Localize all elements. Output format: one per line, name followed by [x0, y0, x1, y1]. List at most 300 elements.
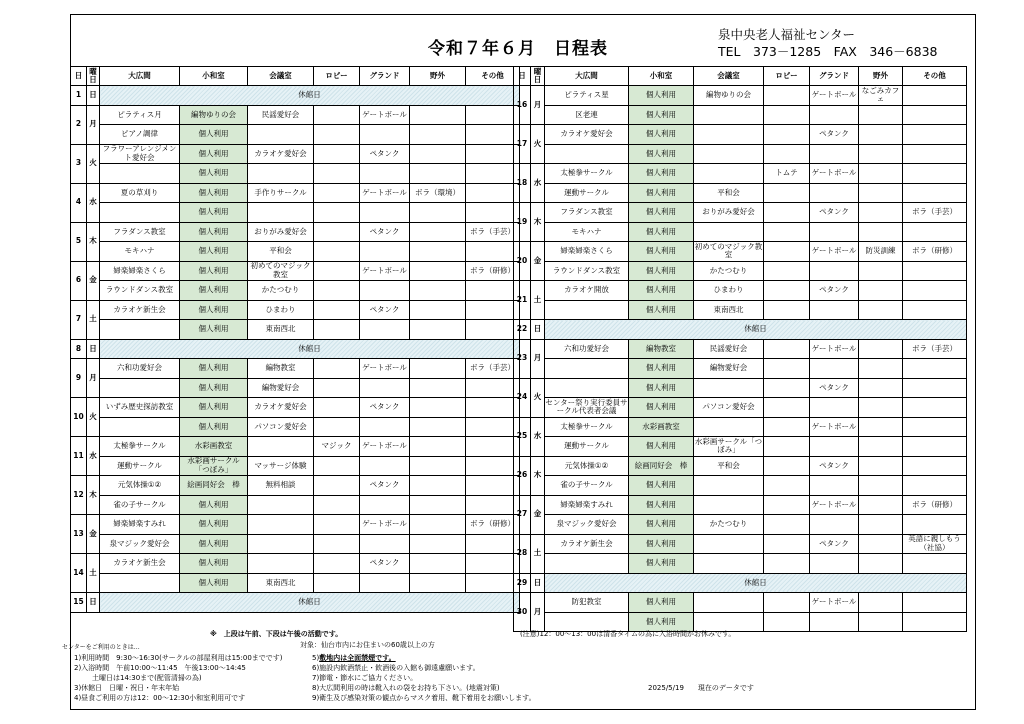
column-header: 日 [71, 67, 87, 86]
column-header: 会議室 [694, 67, 764, 86]
schedule-table-left [70, 66, 520, 613]
day-number: 11 [71, 437, 87, 476]
schedule-cell [248, 437, 314, 457]
weekday: 水 [531, 164, 545, 203]
closed-cell: 休館日 [100, 593, 520, 613]
schedule-cell [810, 612, 859, 632]
schedule-cell [859, 222, 903, 242]
day-number: 26 [514, 456, 531, 495]
schedule-cell [314, 203, 360, 223]
schedule-cell [859, 534, 903, 554]
schedule-cell [859, 476, 903, 496]
weekday: 土 [531, 281, 545, 320]
weekday: 金 [87, 515, 100, 554]
schedule-cell [694, 554, 764, 574]
schedule-cell: ペタンク [360, 222, 410, 242]
schedule-cell [764, 144, 810, 164]
day-row [514, 378, 967, 398]
note-item-5 [312, 654, 396, 663]
column-header: 大広間 [545, 67, 629, 86]
schedule-cell: 個人利用 [180, 359, 248, 379]
schedule-cell [764, 105, 810, 125]
schedule-cell [810, 222, 859, 242]
schedule-cell [903, 515, 967, 535]
schedule-cell: カラオケ愛好会 [248, 398, 314, 418]
schedule-cell [466, 456, 520, 476]
schedule-cell [810, 398, 859, 418]
schedule-cell [360, 125, 410, 145]
schedule-cell: 平和会 [694, 183, 764, 203]
schedule-cell [859, 398, 903, 418]
schedule-cell: 絵画同好会 棒 [629, 456, 694, 476]
day-number: 14 [71, 554, 87, 593]
schedule-cell: ゲートボール [360, 359, 410, 379]
schedule-cell [410, 261, 466, 281]
day-row [71, 164, 520, 184]
schedule-cell [410, 378, 466, 398]
day-number: 4 [71, 183, 87, 222]
schedule-cell: 個人利用 [629, 144, 694, 164]
schedule-cell [314, 476, 360, 496]
schedule-cell: 個人利用 [629, 554, 694, 574]
day-row [71, 183, 520, 203]
schedule-cell [810, 300, 859, 320]
schedule-cell [903, 554, 967, 574]
schedule-cell [810, 359, 859, 379]
schedule-cell [859, 456, 903, 476]
schedule-cell: 個人利用 [180, 300, 248, 320]
schedule-cell [360, 164, 410, 184]
day-number: 8 [71, 339, 87, 359]
weekday: 水 [531, 417, 545, 456]
schedule-cell [314, 144, 360, 164]
schedule-cell [466, 534, 520, 554]
day-number: 25 [514, 417, 531, 456]
column-header: 日 [514, 67, 531, 86]
schedule-cell [410, 203, 466, 223]
weekday: 金 [531, 495, 545, 534]
schedule-cell: モキハナ [545, 222, 629, 242]
schedule-cell [466, 476, 520, 496]
schedule-cell [466, 300, 520, 320]
schedule-cell [859, 339, 903, 359]
schedule-cell [764, 359, 810, 379]
schedule-cell [545, 378, 629, 398]
schedule-cell [764, 378, 810, 398]
day-row [71, 359, 520, 379]
header-row [514, 67, 967, 86]
day-number: 13 [71, 515, 87, 554]
schedule-cell: ペタンク [810, 456, 859, 476]
schedule-cell [466, 398, 520, 418]
weekday: 土 [87, 300, 100, 339]
schedule-cell [903, 222, 967, 242]
day-row [71, 320, 520, 340]
schedule-cell [810, 554, 859, 574]
schedule-cell: ピラティス星 [545, 86, 629, 106]
schedule-cell: 個人利用 [629, 378, 694, 398]
schedule-cell [410, 359, 466, 379]
schedule-cell: 個人利用 [629, 222, 694, 242]
day-number: 5 [71, 222, 87, 261]
note-item-4: 4)昼食ご利用の方は12：00～12:30小和室利用可です [74, 694, 246, 702]
schedule-cell [810, 144, 859, 164]
schedule-cell: 個人利用 [629, 398, 694, 418]
schedule-cell [859, 203, 903, 223]
schedule-cell [764, 534, 810, 554]
day-number: 1 [71, 86, 87, 106]
schedule-cell: ゲートボール [810, 86, 859, 106]
schedule-cell [466, 281, 520, 301]
closed-cell: 休館日 [545, 320, 967, 340]
schedule-cell [466, 144, 520, 164]
schedule-cell [410, 456, 466, 476]
schedule-cell [100, 164, 180, 184]
schedule-cell [764, 203, 810, 223]
schedule-cell: 太極拳サークル [100, 437, 180, 457]
schedule-cell: 運動サークル [545, 437, 629, 457]
schedule-cell [314, 378, 360, 398]
schedule-cell [410, 495, 466, 515]
weekday: 日 [87, 86, 100, 106]
schedule-cell [466, 125, 520, 145]
weekday: 木 [531, 456, 545, 495]
day-row [514, 593, 967, 613]
schedule-cell: 手作りサークル [248, 183, 314, 203]
day-row [71, 242, 520, 262]
day-row [71, 222, 520, 242]
schedule-cell: ボラ（手芸） [903, 339, 967, 359]
schedule-cell [903, 612, 967, 632]
schedule-cell: 初めてのマジック教室 [694, 241, 763, 260]
schedule-cell: 編物教室 [248, 359, 314, 379]
schedule-cell [314, 125, 360, 145]
schedule-cell [466, 203, 520, 223]
schedule-cell [764, 86, 810, 106]
day-row [71, 417, 520, 437]
day-number: 22 [514, 320, 531, 340]
column-header: ロビー [764, 67, 810, 86]
note-lunch: (注意)12：00～13：00は清香タイムの為に入浴時間がお休みです。 [520, 630, 736, 638]
note-heading: センターをご利用のときは… [62, 644, 140, 651]
schedule-table-right [513, 66, 967, 632]
day-row [514, 164, 967, 184]
weekday: 火 [531, 378, 545, 417]
day-number: 24 [514, 378, 531, 417]
schedule-cell: かたつむり [694, 515, 764, 535]
day-number: 9 [71, 359, 87, 398]
schedule-cell: フラダンス教室 [545, 203, 629, 223]
schedule-cell [903, 164, 967, 184]
schedule-cell: ボラ（研修） [903, 242, 967, 262]
schedule-cell [360, 573, 410, 593]
schedule-cell [859, 164, 903, 184]
schedule-cell [314, 495, 360, 515]
day-number: 10 [71, 398, 87, 437]
schedule-cell [764, 242, 810, 262]
schedule-cell [360, 495, 410, 515]
schedule-cell: ゲートボール [810, 417, 859, 437]
column-header: 野外 [410, 67, 466, 86]
note-item-5-text: 敷地内は全面禁煙です。 [319, 654, 396, 662]
schedule-cell [466, 554, 520, 574]
schedule-cell [694, 476, 764, 496]
schedule-cell [466, 320, 520, 340]
schedule-cell [545, 612, 629, 632]
weekday: 土 [531, 534, 545, 573]
day-row [514, 456, 967, 476]
day-row [71, 573, 520, 593]
schedule-cell: 個人利用 [180, 398, 248, 418]
schedule-cell: ひまわり [694, 281, 764, 301]
schedule-cell [248, 164, 314, 184]
schedule-cell: ゲートボール [810, 242, 859, 262]
weekday: 金 [87, 261, 100, 300]
schedule-cell: 個人利用 [180, 183, 248, 203]
day-row [514, 281, 967, 301]
schedule-cell [410, 320, 466, 340]
schedule-cell [360, 203, 410, 223]
schedule-cell [764, 183, 810, 203]
schedule-cell: 個人利用 [629, 593, 694, 613]
schedule-cell [764, 222, 810, 242]
schedule-cell [100, 320, 180, 340]
schedule-cell [859, 437, 903, 457]
day-number: 3 [71, 144, 87, 183]
schedule-cell: 平和会 [248, 242, 314, 262]
schedule-cell [764, 456, 810, 476]
schedule-cell [314, 300, 360, 320]
day-row [71, 203, 520, 223]
schedule-cell: 個人利用 [180, 164, 248, 184]
schedule-cell [764, 398, 810, 418]
schedule-cell [694, 612, 764, 632]
schedule-cell: トムテ [764, 164, 810, 184]
schedule-cell [410, 222, 466, 242]
schedule-cell: ペタンク [360, 554, 410, 574]
schedule-cell: ボラ（研修） [466, 261, 520, 281]
schedule-cell: 水彩画教室 [180, 437, 248, 457]
schedule-cell [764, 612, 810, 632]
column-header: 野外 [859, 67, 903, 86]
closed-cell: 休館日 [100, 339, 520, 359]
schedule-cell [314, 105, 360, 125]
schedule-cell: かたつむり [694, 261, 764, 281]
schedule-cell: 個人利用 [629, 476, 694, 496]
schedule-cell: 個人利用 [180, 573, 248, 593]
schedule-cell [859, 261, 903, 281]
schedule-cell [859, 593, 903, 613]
day-row [514, 515, 967, 535]
schedule-cell: カラオケ新生会 [100, 554, 180, 574]
day-number: 29 [514, 573, 531, 593]
schedule-cell: 東南西北 [248, 320, 314, 340]
schedule-cell [810, 437, 859, 457]
schedule-cell [694, 125, 764, 145]
column-header: 小和室 [629, 67, 694, 86]
schedule-cell [859, 515, 903, 535]
schedule-cell: 六和功愛好会 [545, 339, 629, 359]
day-row [71, 495, 520, 515]
closed-cell: 休館日 [545, 573, 967, 593]
schedule-cell: 水彩画サークル「つぼみ」 [694, 436, 763, 455]
day-row [71, 378, 520, 398]
schedule-cell: 防災訓練 [859, 242, 903, 262]
schedule-cell [466, 183, 520, 203]
day-row [71, 534, 520, 554]
schedule-cell: 太極拳サークル [545, 164, 629, 184]
schedule-cell [764, 515, 810, 535]
weekday: 日 [531, 320, 545, 340]
schedule-cell [314, 515, 360, 535]
schedule-cell: 個人利用 [180, 203, 248, 223]
schedule-cell: 編物愛好会 [248, 378, 314, 398]
schedule-cell: ピラティス月 [100, 105, 180, 125]
day-number: 12 [71, 476, 87, 515]
schedule-cell [314, 164, 360, 184]
schedule-cell: いずみ歴史探訪教室 [100, 398, 180, 418]
schedule-cell: モキハナ [100, 242, 180, 262]
schedule-cell: 個人利用 [629, 105, 694, 125]
schedule-cell: 雀の子サークル [545, 476, 629, 496]
column-header: その他 [903, 67, 967, 86]
schedule-cell: 個人利用 [180, 242, 248, 262]
schedule-cell [410, 398, 466, 418]
day-number: 7 [71, 300, 87, 339]
weekday: 火 [531, 125, 545, 164]
schedule-cell: 個人利用 [629, 534, 694, 554]
schedule-cell: ボラ（環境） [410, 183, 466, 203]
org-name: 泉中央老人福祉センター [718, 27, 856, 42]
note-item-9: 9)衛生及び感染対策の観点からマスク着用、靴下着用をお願いします。 [312, 694, 536, 702]
column-header: グランド [810, 67, 859, 86]
schedule-cell: 婦楽婦楽すみれ [100, 515, 180, 535]
column-header: 曜日 [87, 67, 100, 86]
day-number: 16 [514, 86, 531, 125]
schedule-cell: 英語に親しもう（社協） [903, 534, 967, 554]
schedule-cell [694, 593, 764, 613]
schedule-cell: ペタンク [810, 378, 859, 398]
schedule-cell [466, 573, 520, 593]
day-number: 17 [514, 125, 531, 164]
schedule-cell [903, 359, 967, 379]
schedule-cell [466, 164, 520, 184]
schedule-cell [100, 203, 180, 223]
schedule-cell [810, 261, 859, 281]
schedule-cell: 民謡愛好会 [248, 105, 314, 125]
schedule-cell [410, 164, 466, 184]
schedule-cell: マジック [314, 437, 360, 457]
schedule-cell [314, 534, 360, 554]
schedule-cell: 個人利用 [180, 417, 248, 437]
schedule-cell: パソコン愛好会 [694, 398, 764, 418]
schedule-cell [764, 339, 810, 359]
schedule-cell [360, 534, 410, 554]
schedule-cell [466, 437, 520, 457]
schedule-cell: ゲートボール [810, 495, 859, 515]
schedule-cell [764, 437, 810, 457]
day-row [71, 144, 520, 164]
schedule-cell: ペタンク [810, 534, 859, 554]
schedule-cell [694, 222, 764, 242]
schedule-cell [360, 378, 410, 398]
schedule-cell [314, 359, 360, 379]
weekday: 日 [531, 573, 545, 593]
schedule-cell: ボラ（研修） [466, 515, 520, 535]
schedule-cell: 個人利用 [629, 203, 694, 223]
day-row [71, 456, 520, 476]
schedule-cell: マッサージ体験 [248, 456, 314, 476]
schedule-cell: おりがみ愛好会 [694, 203, 764, 223]
schedule-cell: ひまわり [248, 300, 314, 320]
schedule-cell [764, 300, 810, 320]
schedule-cell: ゲートボール [810, 593, 859, 613]
schedule-cell [545, 359, 629, 379]
day-row [514, 183, 967, 203]
schedule-cell: ピアノ調律 [100, 125, 180, 145]
day-row [514, 222, 967, 242]
schedule-cell [859, 105, 903, 125]
day-row [514, 417, 967, 437]
schedule-cell: ペタンク [810, 125, 859, 145]
schedule-cell [903, 183, 967, 203]
schedule-cell: おりがみ愛好会 [248, 222, 314, 242]
schedule-cell [410, 125, 466, 145]
note-item-8: 8)大広間利用の時は靴入れの袋をお持ち下さい。(地震対策) [312, 684, 500, 692]
day-number: 2 [71, 105, 87, 144]
schedule-cell: フラダンス教室 [100, 222, 180, 242]
schedule-cell: ゲートボール [360, 261, 410, 281]
schedule-cell: カラオケ新生会 [545, 534, 629, 554]
schedule-cell [764, 281, 810, 301]
day-row [71, 515, 520, 535]
schedule-cell [466, 105, 520, 125]
schedule-cell: カラオケ愛好会 [248, 144, 314, 164]
note-item-1: 1)利用時間 9:30～16:30(サークルの部屋利用は15:00までです) [74, 654, 283, 662]
schedule-cell: ゲートボール [810, 339, 859, 359]
schedule-cell [694, 105, 764, 125]
schedule-cell: パソコン愛好会 [248, 417, 314, 437]
schedule-cell: 区老連 [545, 105, 629, 125]
note-item-6: 6)施設内飲酒禁止・飲酒後の入館も御遠慮願います。 [312, 664, 480, 672]
day-row [71, 437, 520, 457]
weekday: 日 [87, 593, 100, 613]
schedule-cell: カラオケ愛好会 [545, 125, 629, 145]
weekday: 水 [87, 183, 100, 222]
note-date: 2025/5/19 現在のデータです [648, 684, 754, 692]
weekday: 月 [531, 86, 545, 125]
schedule-cell [248, 203, 314, 223]
day-row [71, 261, 520, 281]
column-header: その他 [466, 67, 520, 86]
day-row [71, 125, 520, 145]
schedule-cell: 編物愛好会 [694, 359, 764, 379]
schedule-cell [314, 320, 360, 340]
day-number: 19 [514, 203, 531, 242]
schedule-cell [248, 125, 314, 145]
day-row [71, 398, 520, 418]
schedule-cell [410, 534, 466, 554]
closed-cell: 休館日 [100, 86, 520, 106]
schedule-cell [694, 164, 764, 184]
schedule-cell: 編物ゆりの会 [694, 86, 764, 106]
schedule-cell [100, 573, 180, 593]
weekday: 月 [87, 105, 100, 144]
schedule-cell [410, 281, 466, 301]
schedule-cell [466, 417, 520, 437]
schedule-cell: 個人利用 [629, 612, 694, 632]
schedule-cell: 個人利用 [180, 534, 248, 554]
